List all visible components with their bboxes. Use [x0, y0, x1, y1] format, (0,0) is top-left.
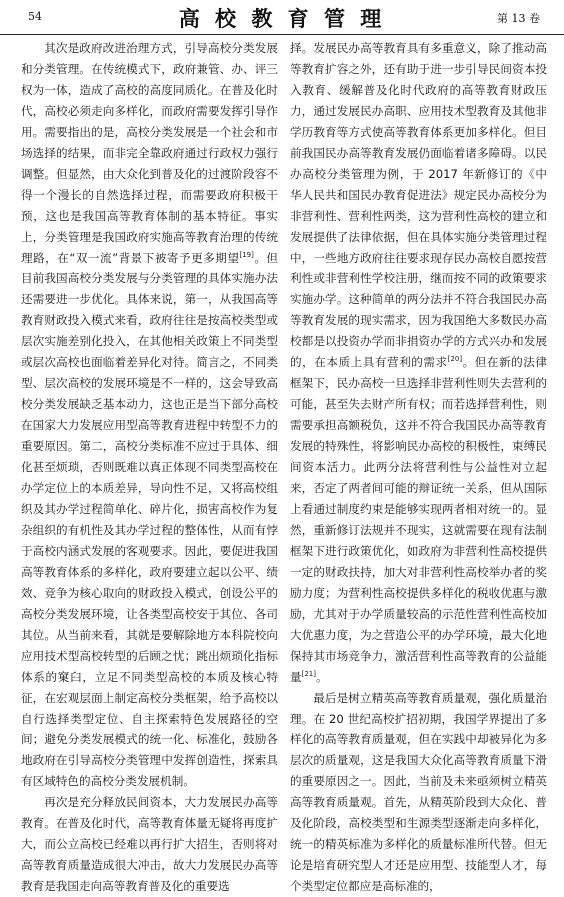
- left-column: [21, 38, 278, 894]
- page-header: [0, 0, 564, 35]
- paragraph: 再次是充分释放民间资本，大力发展民办高等教育。在普及化时代，高等教育体量无疑将再度扩大，而公立高校已经难以再行扩大招生，否则将对高等教育质量造成很大冲击，故大力发展民办高等教育是我国走向高等教育普及化的重要选: [21, 795, 278, 894]
- page-number: 54: [28, 10, 42, 23]
- volume-label: 第 13 卷: [497, 12, 540, 25]
- article-body: [21, 38, 547, 894]
- citation-ref: [20]: [447, 355, 463, 364]
- paragraph: 其次是政府改进治理方式，引导高校分类发展和分类管理。在传统模式下，政府兼管、办、评三权为一体，造成了高校的高度同质化。在普及化时代，高校必须走向多样化，而政府需要发挥引导作用。需要指出的是，高校分类发展是一个社会和市场选择的结果，而非完全靠政府通过行政权力强行调整。但显然，由大众化到普及化的过渡阶段容不得一个漫长的自然选择过程，而需要政府积极干预，这也是我国高等教育体制的基本特征。事实上，分类管理是我国政府实施高等教育治理的传统理路，在“双一流”背景下被寄予更多期望[19]。但目前我国高校分类发展与分类管理的具体实施办法还需要进一步优化。具体来说，第一，从我国高等教育财政投入模式来看，政府往往是按高校类型或层次实施差别化投入，在其他相关政策上不同类型或层次高校也面临着差异化对待。简言之，不同类型、层次高校的发展环境是不一样的，这会导致高校分类发展缺乏基本动力，这也正是当下部分高校在国家大力发展应用型高等教育进程中转型不力的重要原因。第二，高校分类标准不应过于具体、细化甚至烦琐，否则既难以真正体现不同类型高校在办学定位上的本质差异，导向性不足，又将高校组织及其办学过程简单化、碎片化，损害高校作为复杂组织的有机性及其办学过程的整体性，从而有悖于高校内涵式发展的客观要求。因此，要促进我国高等教育体系的多样化，政府要建立起以公平、绩效、竞争为核心取向的财政投入模式，创设公平的高校分类发展环境，让各类型高校安于其位、各司其位。从当前来看，其就是要解除地方本科院校向应用技术型高校转型的后顾之忧；跳出烦琐化指标体系的窠臼，立足不同类型高校的本质及核心特征，在宏观层面上制定高校分类框架，给予高校以自行选择类型定位、自主探索特色发展路径的空间；避免分类发展模式的统一化、标准化，鼓励各地政府在引导高校分类管理中发挥创造性，探索具有区域特色的高校分类发展机制。: [21, 41, 278, 789]
- citation-ref: [19]: [239, 250, 254, 259]
- paragraph: 择。发展民办高等教育具有多重意义，除了推动高等教育扩容之外，还有助于进一步引导民间资本投入教育、缓解普及化时代政府的高等教育财政压力，通过发展民办高职、应用技术型教育及其他非学历教育等方式使高等教育体系更加多样化。但目前我国民办高等教育发展仍面临着诸多障碍。以民办高校分类管理为例，于 2017 年新修订的《中华人民共和国民办教育促进法》规定民办高校分为非营利性、营利性两类，这为营利性高校的建立和发展提供了法律依据，但在具体实施分类管理过程中，一些地方政府往往要求现存民办高校自愿按营利性或非营利性学校注册，继而按不同的政策要求实施办学。这种简单的两分法并不符合我国民办高等教育发展的现实需求，因为我国绝大多数民办高校都是以投资办学而非捐资办学的方式兴办和发展的，在本质上具有营利的需求[20]。但在新的法律框架下，民办高校一旦选择非营利性则失去营利的可能，甚至失去财产所有权；而若选择营利性，则需要承担高额税负，这并不符合我国民办高等教育发展的特殊性，将影响民办高校的积极性，束缚民间资本活力。此两分法将营利性与公益性对立起来，否定了两者间可能的辩证统一关系，但从国际上看通过制度约束是能够实现两者相对统一的。显然，重新修订法规并不现实，这就需要在现有法制框架下进行政策优化，如政府为非营利性高校提供一定的财政扶持，加大对非营利性高校举办者的奖励力度；为营利性高校提供多样化的税收优惠与激励，尤其对于办学质量较高的示范性营利性高校加大优惠力度，为之营造公平的办学环境，最大化地保持其市场竞争力，激活营利性高等教育的公益能量[21]。: [290, 41, 547, 684]
- citation-ref: [21]: [301, 669, 316, 678]
- journal-title: 高 校 教 育 管 理: [178, 6, 386, 31]
- right-column: [290, 38, 547, 894]
- paragraph: 最后是树立精英高等教育质量观，强化质量治理。在 20 世纪高校扩招初期，我国学界提出了多样化的高等教育质量观，但在实践中却被异化为多层次的质量观，这是我国大众化高等教育质量下滑的重要原因之一。因此，当前及未来亟须树立精英高等教育质量观。首先，从精英阶段到大众化、普及化阶段，高校类型和生源类型逐渐走向多样化，统一的精英标准为多样化的质量标准所代替。但无论是培育研究型人才还是应用型、技能型人才，每个类型定位都应是高标准的，: [290, 690, 547, 894]
